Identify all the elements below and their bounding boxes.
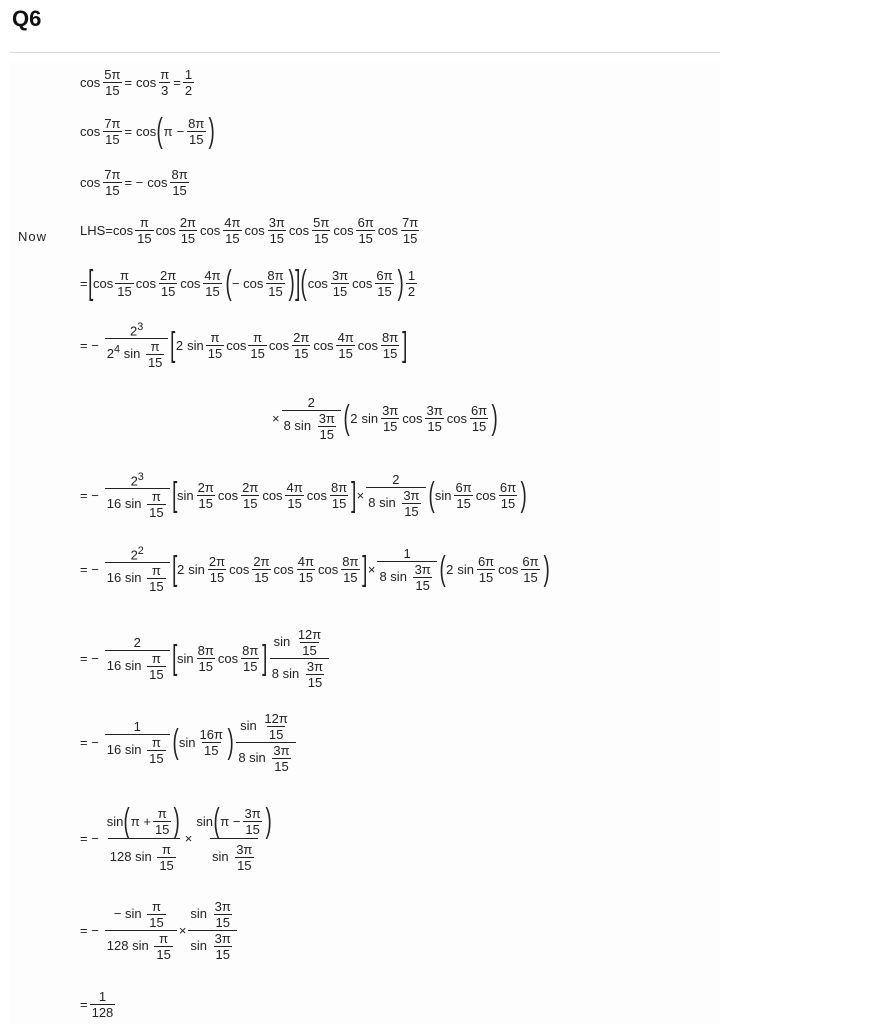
cos-fn: cos	[217, 488, 239, 504]
equals-minus: = −	[124, 175, 144, 190]
coefficient-fraction: 2 16 sin $\frac{\pi}{15}$	[105, 636, 170, 681]
left-paren: (	[343, 399, 350, 438]
left-paren: (	[428, 476, 435, 515]
left-paren: (	[300, 264, 308, 302]
left-paren: (	[156, 112, 164, 150]
fraction: 8π 15	[342, 554, 359, 586]
fraction: 3π 15	[426, 403, 443, 434]
fraction: $\frac{8\pi}{15}$	[188, 115, 205, 147]
times-sign: ×	[272, 411, 280, 426]
fraction: $\frac{7\pi}{15}$	[104, 115, 121, 147]
times-sign: ×	[367, 562, 376, 578]
right-bracket: ]	[351, 476, 357, 515]
equation-line-11	[80, 712, 298, 773]
sin-fn: sin	[434, 488, 452, 504]
cos-fn: cos	[333, 223, 354, 238]
cos-fn: cos	[307, 275, 328, 291]
right-bracket: ]	[295, 264, 301, 302]
cos-fn: cos	[352, 275, 373, 291]
fraction: 8π 15	[382, 330, 399, 362]
cos-fn: cos	[288, 223, 310, 238]
fraction: 6π 15	[455, 480, 472, 512]
solution-panel	[10, 62, 720, 1024]
sin-fn: sin	[188, 562, 205, 578]
lhs-label: LHS=	[80, 223, 113, 238]
cos-fn: cos	[377, 223, 399, 238]
question-title: Q6	[12, 6, 42, 31]
fraction: $\frac{7\pi}{15}$	[104, 167, 121, 198]
fraction: 2π 15	[208, 554, 226, 586]
right-paren: )	[397, 264, 404, 302]
equation-line-10	[80, 628, 331, 689]
left-bracket: [	[171, 639, 177, 678]
cos-fn: cos	[80, 75, 101, 90]
fraction: 6π 15	[376, 267, 393, 299]
cos-fn: cos	[306, 488, 327, 504]
pi-symbol: π	[163, 123, 173, 139]
neg-cos: − cos	[231, 275, 264, 291]
coefficient-fraction: 2 8 sin $\frac{3\pi}{15}$	[282, 396, 341, 441]
equals-minus: = −	[80, 651, 99, 666]
cos-fn: cos	[80, 175, 101, 190]
fraction-half: 1 2	[407, 267, 416, 299]
equals-minus: = −	[80, 923, 99, 938]
fraction: 2π 15	[179, 215, 197, 246]
sin-fn: sin	[177, 651, 194, 666]
cos-fn: cos	[402, 411, 423, 426]
ratio-fraction: sin $\frac{12\pi}{15}$ 8 sin $\frac{3\pi}{15}$	[236, 712, 295, 773]
equation-line-13	[80, 900, 239, 961]
ratio-fraction: sin $\frac{12\pi}{15}$ 8 sin $\frac{3\pi}{15}$	[270, 628, 329, 689]
equation-line-14	[80, 990, 117, 1019]
main-fraction: sin ( π + $\frac{\pi}{15}$ ) 128 sin $\frac{\pi}{15}$	[106, 802, 181, 873]
equation-line-8	[80, 472, 527, 519]
right-bracket: ]	[262, 639, 268, 678]
equation-line-6: = − $2^3$ $2^4$ sin $\frac{\pi}{15}$ [ 2 sin π 15 cos π 15 cos 2π 15 cos 4π 15 cos 8π 15 ]	[80, 321, 408, 371]
right-paren: )	[208, 112, 216, 150]
equation-line-5	[80, 264, 419, 302]
fraction: 2π 15	[253, 554, 270, 586]
times-sign: ×	[184, 831, 193, 847]
cos-fn: cos	[136, 123, 157, 139]
fraction: 6π 15	[477, 554, 495, 586]
cos-fn: cos	[268, 338, 290, 354]
equals-sign: =	[124, 75, 133, 90]
left-bracket: [	[171, 550, 177, 589]
sin-fn: sin	[177, 488, 194, 504]
fraction: 4π 15	[337, 330, 354, 362]
fraction: $\frac{1}{2}$	[184, 67, 193, 98]
cos-fn: cos	[475, 488, 496, 504]
equals-minus: = −	[80, 735, 99, 750]
fraction: $\frac{\pi}{3}$	[160, 67, 170, 98]
fraction: 3π 15	[331, 267, 349, 299]
cos-fn: cos	[262, 488, 283, 504]
fraction: 3π 15	[268, 215, 285, 246]
equals-sign: =	[173, 75, 181, 90]
cos-fn: cos	[226, 338, 247, 354]
equals-minus: = −	[80, 831, 99, 847]
equation-line-12	[80, 802, 276, 873]
cos-fn: cos	[229, 562, 250, 578]
times-sign: ×	[356, 488, 365, 504]
cos-fn: cos	[136, 75, 157, 90]
left-paren: (	[439, 550, 446, 589]
cos-fn: cos	[155, 223, 176, 238]
left-paren: (	[172, 723, 179, 762]
main-fraction: − sin $\frac{\pi}{15}$ 128 sin $\frac{\pi}{15}$	[105, 900, 177, 961]
fraction: $\frac{5\pi}{15}$	[104, 67, 121, 98]
main-fraction: sin ( π − $\frac{3\pi}{15}$ ) sin $\frac{3\pi}{15}$	[196, 802, 272, 873]
sin-fn: sin	[457, 562, 474, 578]
fraction: 4π 15	[297, 554, 314, 586]
sin-fn: sin	[361, 411, 379, 426]
fraction: 8π 15	[171, 167, 188, 198]
cos-fn: cos	[317, 562, 339, 578]
equation-line-1	[80, 68, 196, 97]
equals-minus: = −	[80, 562, 99, 578]
cos-fn: cos	[147, 175, 168, 190]
fraction: π 15	[137, 215, 152, 246]
left-bracket: [	[87, 264, 93, 302]
fraction: 5π 15	[313, 215, 330, 246]
fraction: 2π 15	[293, 330, 310, 362]
coefficient-fraction: 1 16 sin $\frac{\pi}{15}$	[105, 720, 170, 765]
minus-sign: −	[176, 123, 185, 139]
fraction: 8π 15	[267, 267, 284, 299]
left-paren: (	[225, 264, 232, 302]
cos-fn: cos	[498, 562, 519, 578]
fraction: 2π 15	[197, 480, 214, 512]
equals-minus: = −	[80, 338, 99, 354]
cos-fn: cos	[93, 275, 114, 291]
fraction: π 15	[250, 330, 265, 362]
fraction: 4π 15	[286, 480, 303, 512]
fraction: 6π 15	[522, 554, 539, 586]
cos-fn: cos	[180, 275, 201, 291]
coefficient-fraction: $2^3$ $2^4$ sin $\frac{\pi}{15}$	[105, 322, 169, 369]
sin-fn: sin	[187, 338, 204, 354]
equation-line-7: × 2 8 sin $\frac{3\pi}{15}$ ( 2 sin 3π 15 cos 3π 15 cos 6π 15 )	[272, 395, 498, 442]
equals-minus: = −	[80, 488, 99, 504]
cos-fn: cos	[112, 223, 134, 238]
equals-sign: =	[124, 123, 133, 139]
coefficient-fraction: 2 8 sin $\frac{3\pi}{15}$	[366, 473, 425, 518]
times-sign: ×	[178, 923, 187, 938]
right-paren: )	[543, 550, 550, 589]
coefficient-fraction: $2^2$ 16 sin $\frac{\pi}{15}$	[105, 546, 170, 593]
fraction: 8π 15	[197, 643, 214, 674]
left-bracket: [	[170, 326, 176, 365]
now-label: Now	[18, 229, 48, 244]
cos-fn: cos	[80, 123, 101, 139]
equation-line-9: = − $2^2$ 16 sin $\frac{\pi}{15}$ [ 2 sin 2π 15 cos 2π 15 cos 4π 15 cos 8π 15 ] × 1 8 sin $\frac{3\pi}{15}$ ( 2 sin 6π 15 cos 6π 15 )	[80, 545, 550, 595]
equation-line-3	[80, 168, 192, 197]
divider	[10, 52, 720, 53]
fraction: 2π 15	[159, 267, 177, 299]
cos-fn: cos	[446, 411, 467, 426]
equals-sign: =	[80, 997, 88, 1012]
cos-fn: cos	[135, 275, 156, 291]
equation-line-4	[80, 216, 422, 245]
fraction: 16π 15	[199, 727, 223, 758]
right-paren: )	[227, 723, 234, 762]
final-answer-fraction: $\frac{1}{128}$	[91, 989, 114, 1020]
cos-fn: cos	[273, 562, 294, 578]
right-bracket: ]	[402, 326, 408, 365]
main-fraction: sin $\frac{3\pi}{15}$ sin $\frac{3\pi}{15}$	[188, 900, 236, 961]
cos-fn: cos	[200, 223, 221, 238]
fraction: 4π 15	[204, 267, 221, 299]
fraction: 4π 15	[224, 215, 241, 246]
fraction: 2π 15	[242, 480, 259, 512]
fraction: 7π 15	[402, 215, 419, 246]
cos-fn: cos	[313, 338, 334, 354]
fraction: π 15	[117, 267, 132, 299]
right-bracket: ]	[362, 550, 368, 589]
fraction: 6π 15	[499, 480, 517, 512]
cos-fn: cos	[244, 223, 265, 238]
left-bracket: [	[171, 476, 177, 515]
fraction: 3π 15	[382, 403, 399, 434]
right-paren: )	[491, 399, 498, 438]
equals-sign: =	[80, 275, 88, 291]
sin-fn: sin	[178, 735, 196, 750]
right-paren: )	[288, 264, 295, 302]
fraction: π 15	[207, 330, 223, 362]
cos-fn: cos	[357, 338, 378, 354]
coefficient-fraction: 1 8 sin $\frac{3\pi}{15}$	[377, 547, 436, 592]
fraction: 8π 15	[242, 643, 259, 674]
fraction: 8π 15	[330, 480, 348, 512]
coefficient-fraction: $2^3$ 16 sin $\frac{\pi}{15}$	[105, 472, 170, 519]
fraction: 6π 15	[470, 403, 488, 434]
fraction: 6π 15	[357, 215, 374, 246]
right-paren: )	[520, 476, 527, 515]
equation-line-2	[80, 112, 216, 150]
cos-fn: cos	[217, 651, 239, 666]
